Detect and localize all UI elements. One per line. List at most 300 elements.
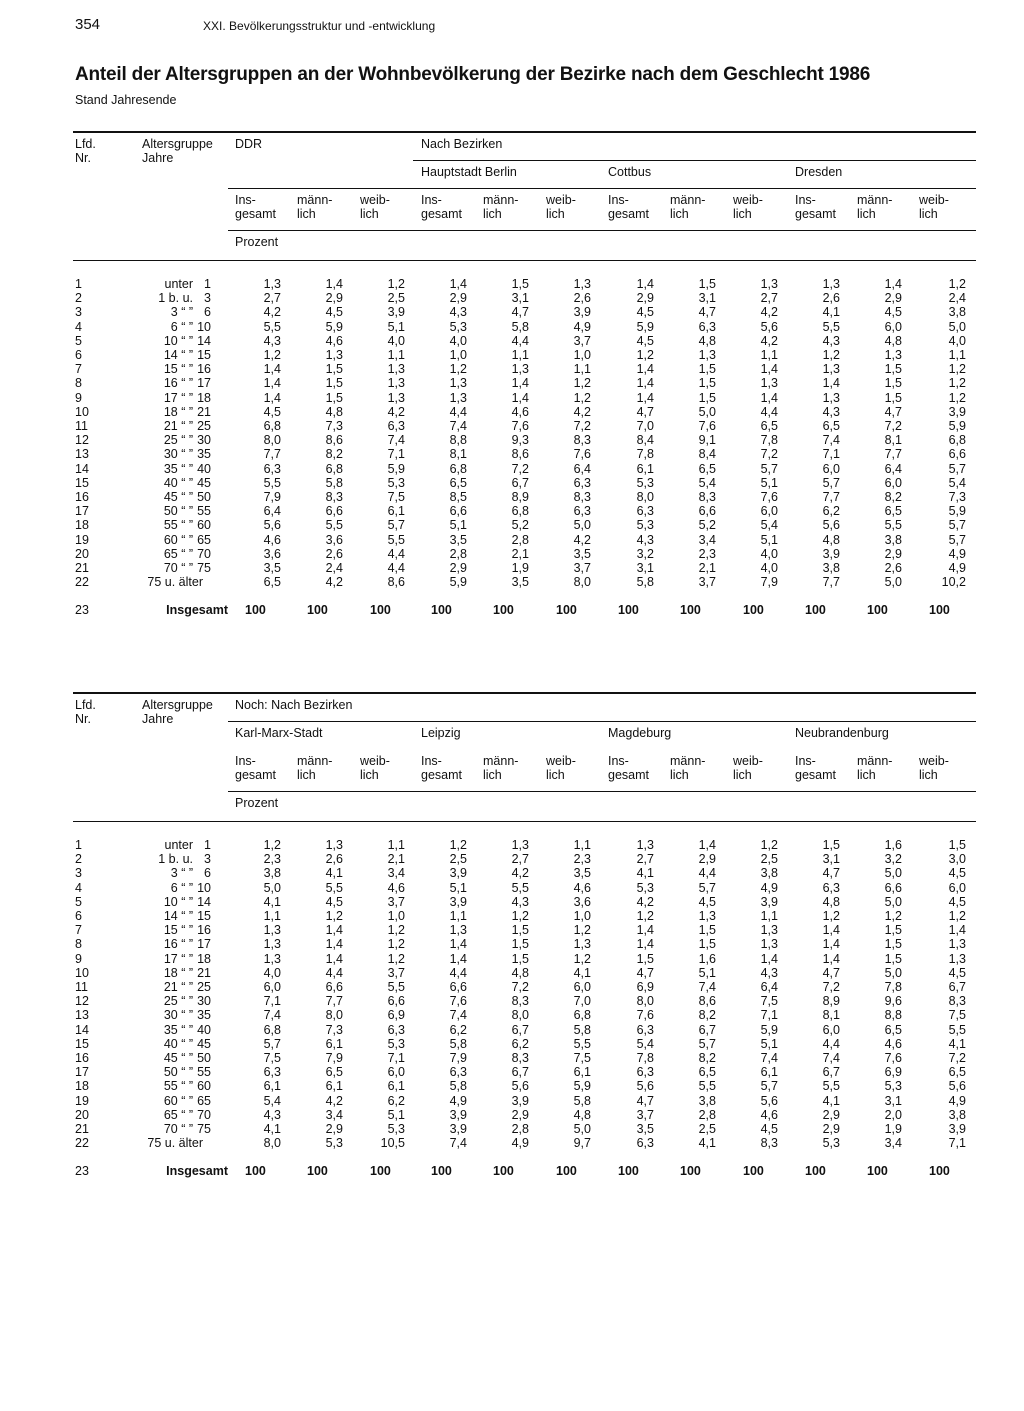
table-cell: 8,8: [449, 433, 467, 448]
table-cell: 1,2: [387, 277, 405, 291]
table-cell: 4,6: [325, 333, 343, 348]
table-cell: 7,6: [636, 1008, 654, 1023]
table-cell: 1,0: [573, 909, 591, 923]
age-to: 14: [197, 333, 211, 348]
table-cell: 6,0: [822, 461, 840, 476]
table-cell: 6,8: [573, 1008, 591, 1023]
table-cell: 1,2: [387, 937, 405, 952]
table-cell: 2,8: [511, 532, 529, 547]
age-to: 10: [197, 880, 211, 895]
age-from: 70 “ ”: [163, 1122, 193, 1136]
table-cell: 6,2: [449, 1022, 467, 1037]
table-cell: 1,1: [511, 348, 529, 362]
table-cell: 8,2: [325, 447, 343, 462]
age-from: 55 “ ”: [163, 518, 193, 533]
table-cell: 6,9: [884, 1065, 902, 1080]
table-cell: 6,9: [387, 1008, 405, 1023]
age-to: 45: [197, 1036, 211, 1051]
table-cell: 4,2: [573, 404, 591, 419]
table-cell: 5,7: [760, 1079, 778, 1094]
table-cell: 4,9: [760, 880, 778, 895]
sub-header: Ins-: [795, 193, 816, 207]
table-cell: 3,7: [636, 1107, 654, 1122]
table-cell: 8,3: [573, 490, 591, 504]
table-cell: 4,4: [822, 1036, 840, 1051]
table-cell: 3,9: [387, 305, 405, 320]
table-cell: 4,9: [948, 546, 966, 561]
age-from: 1 b. u.: [158, 852, 193, 867]
total-cell: 100: [929, 1164, 950, 1179]
table-title: Anteil der Altersgruppen an der Wohnbevölkerung der Bezirke nach dem Geschlecht 1986: [75, 64, 871, 85]
table-cell: 3,5: [263, 561, 281, 575]
table-cell: 6,1: [760, 1065, 778, 1080]
row-number: 14: [75, 461, 89, 476]
table-cell: 3,5: [636, 1122, 654, 1136]
table-cell: 4,6: [760, 1107, 778, 1122]
table-cell: 3,6: [263, 546, 281, 561]
table-cell: 6,6: [387, 994, 405, 1009]
table-cell: 4,4: [511, 333, 529, 348]
table-subtitle: Stand Jahresende: [75, 93, 177, 107]
age-to: 70: [197, 1107, 211, 1122]
table-cell: 6,3: [387, 419, 405, 433]
header-rule: [73, 821, 976, 822]
table-cell: 8,8: [884, 1008, 902, 1023]
age-to: 17: [197, 376, 211, 391]
table-cell: 1,2: [636, 348, 654, 362]
table-cell: 1,3: [760, 376, 778, 391]
lfd-nr-header: Nr.: [75, 712, 91, 726]
table-cell: 5,0: [698, 404, 716, 419]
table-cell: 1,4: [948, 923, 966, 938]
table-cell: 2,7: [760, 291, 778, 306]
table-cell: 6,0: [884, 319, 902, 334]
table-cell: 4,8: [822, 894, 840, 909]
table-cell: 1,2: [573, 951, 591, 966]
table-cell: 1,1: [760, 348, 778, 362]
table-cell: 6,6: [449, 504, 467, 519]
table-cell: 1,2: [573, 390, 591, 405]
table-cell: 1,4: [449, 277, 467, 291]
table-cell: 6,8: [325, 461, 343, 476]
table-cell: 4,1: [636, 866, 654, 881]
table-cell: 1,4: [449, 951, 467, 966]
table-cell: 5,6: [760, 319, 778, 334]
table-cell: 1,3: [760, 277, 778, 291]
row-number: 12: [75, 994, 89, 1009]
table-cell: 2,9: [636, 291, 654, 306]
table-cell: 3,4: [387, 866, 405, 881]
table-cell: 5,5: [325, 880, 343, 895]
sub-header: männ-: [670, 193, 706, 207]
total-cell: 100: [618, 603, 639, 618]
table-cell: 5,7: [822, 475, 840, 490]
table-cell: 2,7: [263, 291, 281, 306]
bezirke-rule: [413, 160, 976, 161]
table-cell: 1,4: [822, 376, 840, 391]
row-number: 1: [75, 277, 82, 291]
table-cell: 2,9: [325, 291, 343, 306]
table-cell: 2,1: [511, 546, 529, 561]
region-header: Neubrandenburg: [795, 726, 889, 740]
table-cell: 7,6: [449, 994, 467, 1009]
table-cell: 1,4: [822, 923, 840, 938]
table-cell: 4,7: [511, 305, 529, 320]
table-cell: 2,8: [449, 546, 467, 561]
row-number: 9: [75, 390, 82, 405]
table-cell: 4,3: [263, 333, 281, 348]
table-cell: 8,2: [884, 490, 902, 504]
age-to: 18: [197, 390, 211, 405]
table-cell: 6,7: [511, 1065, 529, 1080]
table-cell: 4,0: [760, 561, 778, 575]
table-cell: 5,1: [760, 532, 778, 547]
table-cell: 4,2: [387, 404, 405, 419]
sub-header: gesamt: [795, 207, 836, 221]
table-cell: 4,3: [760, 965, 778, 980]
age-from: unter: [164, 277, 193, 291]
age-group-header: Jahre: [142, 151, 174, 165]
age-from: 21 “ ”: [163, 980, 193, 994]
table-cell: 7,1: [760, 1008, 778, 1023]
table-cell: 8,3: [325, 490, 343, 504]
table-cell: 1,3: [449, 923, 467, 938]
table-cell: 3,8: [263, 866, 281, 881]
table-cell: 4,4: [387, 546, 405, 561]
total-cell: 100: [680, 1164, 701, 1179]
age-from: 15 “ ”: [163, 362, 193, 377]
age-to: 3: [204, 291, 211, 306]
table-cell: 5,1: [449, 880, 467, 895]
unit-rule: [228, 791, 976, 792]
age-from: 65 “ ”: [163, 1107, 193, 1122]
table-cell: 1,3: [760, 923, 778, 938]
table-cell: 6,0: [760, 504, 778, 519]
table-cell: 2,6: [325, 546, 343, 561]
table-cell: 1,5: [884, 951, 902, 966]
table-cell: 1,5: [511, 937, 529, 952]
table-cell: 4,8: [884, 333, 902, 348]
table-cell: 1,3: [387, 390, 405, 405]
row-number: 3: [75, 866, 82, 881]
total-cell: 100: [867, 603, 888, 618]
table-cell: 2,8: [698, 1107, 716, 1122]
table-cell: 4,0: [387, 333, 405, 348]
table-cell: 7,2: [884, 419, 902, 433]
total-cell: 100: [245, 603, 266, 618]
table-cell: 1,2: [573, 376, 591, 391]
table-cell: 6,7: [511, 475, 529, 490]
sub-header: lich: [857, 768, 876, 782]
table-cell: 1,3: [325, 348, 343, 362]
total-cell: 100: [370, 603, 391, 618]
sub-header: männ-: [483, 754, 519, 768]
table-cell: 8,0: [263, 433, 281, 448]
table-cell: 5,7: [698, 880, 716, 895]
age-to: 30: [197, 433, 211, 448]
table-cell: 7,4: [449, 419, 467, 433]
row-number: 12: [75, 433, 89, 448]
table-cell: 6,1: [387, 504, 405, 519]
table-cell: 6,5: [760, 419, 778, 433]
table-cell: 2,4: [948, 291, 966, 306]
row-number: 4: [75, 880, 82, 895]
table-cell: 3,9: [948, 1122, 966, 1136]
table-cell: 8,0: [263, 1136, 281, 1151]
table-cell: 1,2: [573, 923, 591, 938]
table-cell: 5,0: [573, 518, 591, 533]
age-to: 3: [204, 852, 211, 867]
table-cell: 6,7: [822, 1065, 840, 1080]
table-cell: 5,9: [573, 1079, 591, 1094]
table-cell: 4,9: [511, 1136, 529, 1151]
table-cell: 8,9: [822, 994, 840, 1009]
age-to: 55: [197, 504, 211, 519]
group-header-noch: Noch: Nach Bezirken: [235, 698, 353, 712]
table-cell: 7,2: [760, 447, 778, 462]
table-cell: 5,1: [449, 518, 467, 533]
table-cell: 8,2: [698, 1051, 716, 1065]
table-cell: 5,0: [884, 575, 902, 590]
sub-header: lich: [546, 768, 565, 782]
table-cell: 3,8: [884, 532, 902, 547]
table-cell: 2,6: [325, 852, 343, 867]
table-cell: 7,0: [636, 419, 654, 433]
table-cell: 7,5: [387, 490, 405, 504]
table-cell: 3,8: [948, 305, 966, 320]
table-cell: 7,2: [511, 980, 529, 994]
age-to: 65: [197, 532, 211, 547]
age-from: 30 “ ”: [163, 447, 193, 462]
unit-label: Prozent: [235, 235, 279, 249]
age-to: 16: [197, 362, 211, 377]
table-cell: 3,9: [511, 1093, 529, 1108]
table-cell: 7,2: [822, 980, 840, 994]
age-to: 40: [197, 1022, 211, 1037]
table-cell: 1,1: [948, 348, 966, 362]
age-to: 35: [197, 447, 211, 462]
total-cell: 100: [431, 603, 452, 618]
total-cell: 100: [493, 603, 514, 618]
table-cell: 1,3: [948, 951, 966, 966]
table-cell: 7,4: [449, 1136, 467, 1151]
age-from: 40 “ ”: [163, 1036, 193, 1051]
table-cell: 5,5: [325, 518, 343, 533]
table-cell: 4,3: [822, 404, 840, 419]
table-cell: 1,3: [573, 937, 591, 952]
table-cell: 6,2: [511, 1036, 529, 1051]
age-from: 70 “ ”: [163, 561, 193, 575]
table-cell: 1,3: [449, 390, 467, 405]
table-cell: 5,9: [760, 1022, 778, 1037]
table-cell: 7,7: [822, 575, 840, 590]
table-cell: 10,2: [941, 575, 966, 590]
table-cell: 7,1: [387, 447, 405, 462]
table-cell: 1,5: [698, 923, 716, 938]
table-cell: 1,9: [884, 1122, 902, 1136]
table-cell: 5,6: [760, 1093, 778, 1108]
table-cell: 5,8: [573, 1022, 591, 1037]
table-cell: 6,3: [698, 319, 716, 334]
table-cell: 4,1: [263, 894, 281, 909]
table-cell: 6,5: [698, 461, 716, 476]
table-cell: 5,3: [387, 1122, 405, 1136]
age-to: 1: [204, 838, 211, 852]
row-number: 23: [75, 603, 89, 618]
age-from: 45 “ ”: [163, 490, 193, 504]
table-cell: 1,4: [636, 923, 654, 938]
total-cell: 100: [556, 603, 577, 618]
region-rule: [228, 188, 976, 189]
table-cell: 6,0: [948, 880, 966, 895]
table-cell: 6,6: [884, 880, 902, 895]
table-cell: 3,8: [948, 1107, 966, 1122]
table-cell: 9,7: [573, 1136, 591, 1151]
sub-header: männ-: [857, 754, 893, 768]
table-cell: 4,7: [822, 866, 840, 881]
age-from: 18 “ ”: [163, 404, 193, 419]
table-cell: 6,8: [263, 1022, 281, 1037]
table-cell: 3,0: [948, 852, 966, 867]
table-cell: 8,0: [636, 994, 654, 1009]
sub-header: weib-: [919, 193, 949, 207]
table-cell: 3,6: [325, 532, 343, 547]
table-cell: 4,2: [573, 532, 591, 547]
table-cell: 1,3: [698, 348, 716, 362]
table-cell: 7,5: [263, 1051, 281, 1065]
header-rule: [73, 260, 976, 261]
table-cell: 7,6: [573, 447, 591, 462]
table-cell: 7,5: [573, 1051, 591, 1065]
table-cell: 6,5: [325, 1065, 343, 1080]
table-cell: 4,8: [822, 532, 840, 547]
table-cell: 5,6: [511, 1079, 529, 1094]
table-cell: 4,1: [698, 1136, 716, 1151]
sub-header: weib-: [360, 754, 390, 768]
table-cell: 6,9: [636, 980, 654, 994]
table-cell: 1,0: [449, 348, 467, 362]
table-cell: 2,5: [760, 852, 778, 867]
table-cell: 2,5: [698, 1122, 716, 1136]
table-cell: 2,3: [263, 852, 281, 867]
table-cell: 4,2: [760, 333, 778, 348]
table-cell: 7,1: [263, 994, 281, 1009]
table-cell: 1,3: [884, 348, 902, 362]
table-cell: 7,9: [325, 1051, 343, 1065]
table-cell: 7,9: [263, 490, 281, 504]
table-cell: 1,4: [636, 937, 654, 952]
table-cell: 3,7: [573, 333, 591, 348]
table-cell: 6,0: [573, 980, 591, 994]
age-to: 60: [197, 518, 211, 533]
table-cell: 7,3: [948, 490, 966, 504]
region-header: Cottbus: [608, 165, 652, 179]
table-cell: 4,4: [760, 404, 778, 419]
sub-header: männ-: [297, 754, 333, 768]
age-to: 18: [197, 951, 211, 966]
table-cell: 1,1: [387, 838, 405, 852]
table-cell: 3,7: [573, 561, 591, 575]
age-to: 21: [197, 404, 211, 419]
sub-header: Ins-: [235, 754, 256, 768]
table-cell: 6,1: [325, 1036, 343, 1051]
table-cell: 1,2: [263, 838, 281, 852]
table-cell: 5,5: [822, 1079, 840, 1094]
sub-header: Ins-: [421, 193, 442, 207]
table-cell: 5,9: [948, 504, 966, 519]
table-cell: 2,5: [449, 852, 467, 867]
table-cell: 5,6: [636, 1079, 654, 1094]
table-cell: 4,8: [573, 1107, 591, 1122]
table-cell: 8,6: [511, 447, 529, 462]
table-cell: 6,3: [636, 1136, 654, 1151]
sub-header: Ins-: [795, 754, 816, 768]
table-cell: 1,4: [822, 937, 840, 952]
table-cell: 4,7: [636, 965, 654, 980]
table-cell: 4,2: [636, 894, 654, 909]
table-cell: 4,4: [387, 561, 405, 575]
table-cell: 4,8: [698, 333, 716, 348]
table-cell: 8,1: [884, 433, 902, 448]
row-number: 11: [75, 980, 88, 994]
table-cell: 5,0: [948, 319, 966, 334]
age-from: 14 “ ”: [163, 909, 193, 923]
table-cell: 6,1: [636, 461, 654, 476]
table-cell: 4,7: [884, 404, 902, 419]
table-cell: 3,9: [573, 305, 591, 320]
table-cell: 1,5: [884, 923, 902, 938]
page-number: 354: [75, 16, 101, 33]
table-cell: 6,8: [263, 419, 281, 433]
table-cell: 4,5: [263, 404, 281, 419]
table-cell: 5,4: [760, 518, 778, 533]
table-cell: 4,5: [760, 1122, 778, 1136]
age-from: 15 “ ”: [163, 923, 193, 938]
sub-header: lich: [919, 207, 938, 221]
table-cell: 1,5: [325, 390, 343, 405]
table-cell: 6,8: [449, 461, 467, 476]
table-cell: 1,1: [263, 909, 281, 923]
total-cell: 100: [493, 1164, 514, 1179]
table-cell: 1,1: [573, 362, 591, 377]
table-cell: 1,4: [325, 937, 343, 952]
table-cell: 1,3: [325, 838, 343, 852]
table-cell: 1,2: [263, 348, 281, 362]
table-cell: 6,1: [387, 1079, 405, 1094]
age-to: 17: [197, 937, 211, 952]
table-cell: 5,8: [449, 1079, 467, 1094]
table-cell: 8,3: [698, 490, 716, 504]
table-cell: 8,3: [511, 994, 529, 1009]
row-number: 2: [75, 852, 82, 867]
table-cell: 1,4: [636, 362, 654, 377]
table-cell: 1,5: [698, 390, 716, 405]
sub-header: lich: [297, 768, 316, 782]
table-cell: 7,0: [573, 994, 591, 1009]
table-cell: 5,3: [325, 1136, 343, 1151]
table-cell: 4,3: [511, 894, 529, 909]
region-header: Magdeburg: [608, 726, 672, 740]
table-cell: 5,3: [884, 1079, 902, 1094]
age-from: 40 “ ”: [163, 475, 193, 490]
table-cell: 8,3: [760, 1136, 778, 1151]
table-cell: 5,1: [760, 1036, 778, 1051]
table-cell: 1,5: [698, 277, 716, 291]
table-cell: 2,7: [636, 852, 654, 867]
total-cell: 100: [743, 1164, 764, 1179]
table-cell: 5,3: [636, 475, 654, 490]
table-cell: 5,8: [636, 575, 654, 590]
